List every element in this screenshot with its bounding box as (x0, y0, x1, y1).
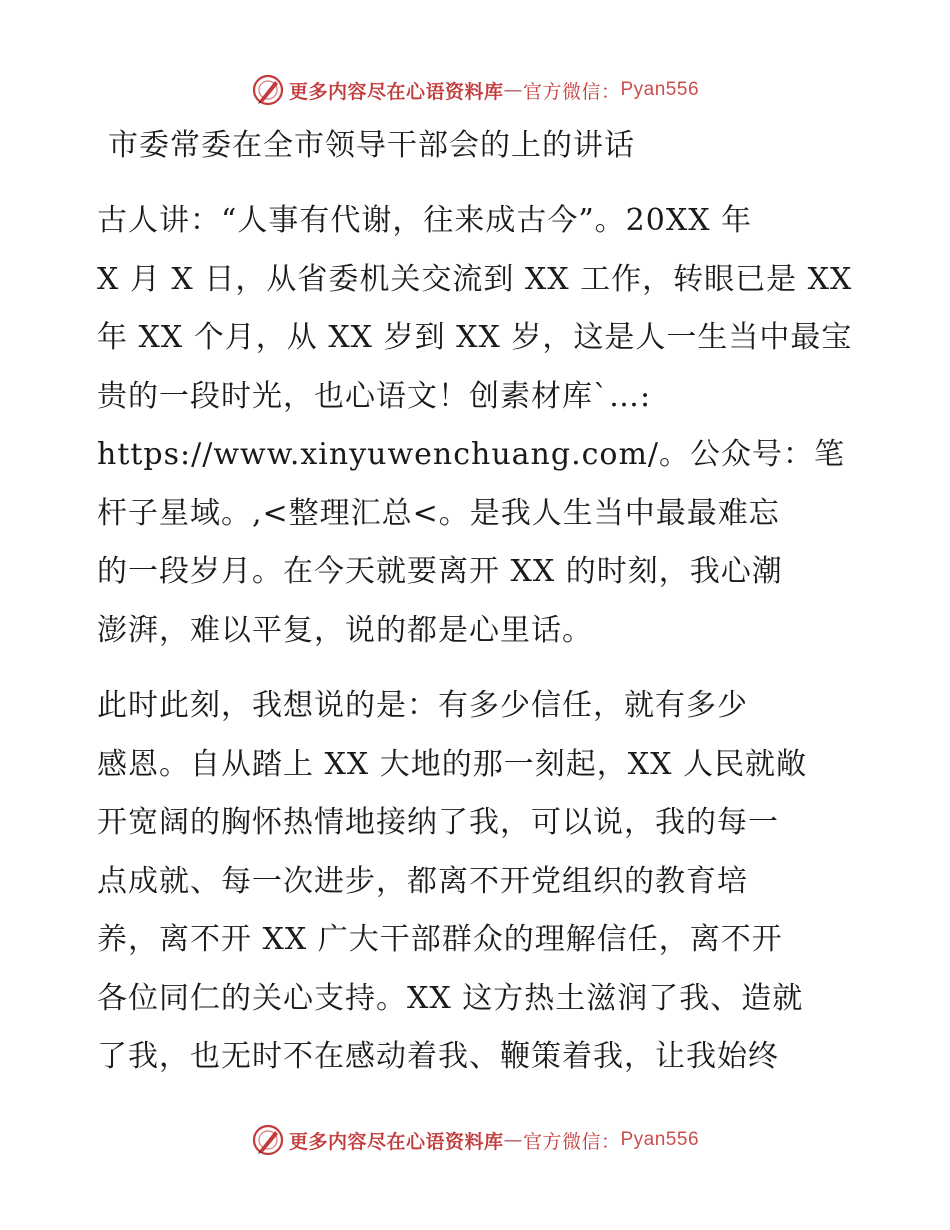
banner-wechat-id: Pyan556 (620, 79, 700, 100)
paragraph-line: 杆子星域。,<整理汇总<。是我人生当中最最难忘 (97, 495, 780, 531)
paragraph-2 (97, 677, 867, 1087)
paragraph-line: 贵的一段时光，也心语文！创素材库`…: (97, 378, 652, 414)
banner-dash: — (503, 1129, 523, 1151)
banner-dash: — (503, 79, 523, 101)
pen-logo-icon (251, 1123, 285, 1157)
paragraph-line: 感恩。自从踏上 XX 大地的那一刻起，XX 人民就敞 (97, 746, 808, 782)
banner-wechat-id: Pyan556 (620, 1129, 700, 1150)
paragraph-line: 开宽阔的胸怀热情地接纳了我，可以说，我的每一 (97, 805, 779, 840)
banner-wechat-label: 官方微信： (522, 1130, 621, 1153)
footer-watermark-banner (0, 1120, 950, 1160)
banner-wechat-label: 官方微信： (522, 80, 621, 103)
paragraph-line: X 月 X 日，从省委机关交流到 XX 工作，转眼已是 XX (97, 261, 853, 297)
paragraph-1 (97, 192, 867, 660)
pen-logo-icon (251, 73, 285, 107)
paragraph-line: 了我，也无时不在感动着我、鞭策着我，让我始终 (97, 1039, 779, 1074)
paragraph-line: https://www.xinyuwenchuang.com/。公众号：笔 (97, 437, 846, 472)
banner-site-text: 更多内容尽在心语资料库 (288, 1130, 504, 1153)
paragraph-line: 此时此刻，我想说的是：有多少信任，就有多少 (97, 688, 748, 723)
header-watermark-banner (0, 70, 950, 110)
paragraph-line: 澎湃，难以平复，说的都是心里话。 (97, 612, 593, 648)
document-title: 市委常委在全市领导干部会的上的讲话 (108, 128, 635, 163)
paragraph-line: 养，离不开 XX 广大干部群众的理解信任，离不开 (97, 922, 783, 957)
paragraph-line: 的一段岁月。在今天就要离开 XX 的时刻，我心潮 (97, 554, 783, 589)
paragraph-line: 年 XX 个月，从 XX 岁到 XX 岁，这是人一生当中最宝 (97, 320, 853, 355)
paragraph-line: 点成就、每一次进步，都离不开党组织的教育培 (97, 863, 748, 899)
banner-site-text: 更多内容尽在心语资料库 (288, 80, 504, 103)
paragraph-line: 古人讲：“人事有代谢，往来成古今”。20XX 年 (97, 203, 753, 238)
paragraph-line: 各位同仁的关心支持。XX 这方热土滋润了我、造就 (97, 980, 804, 1016)
